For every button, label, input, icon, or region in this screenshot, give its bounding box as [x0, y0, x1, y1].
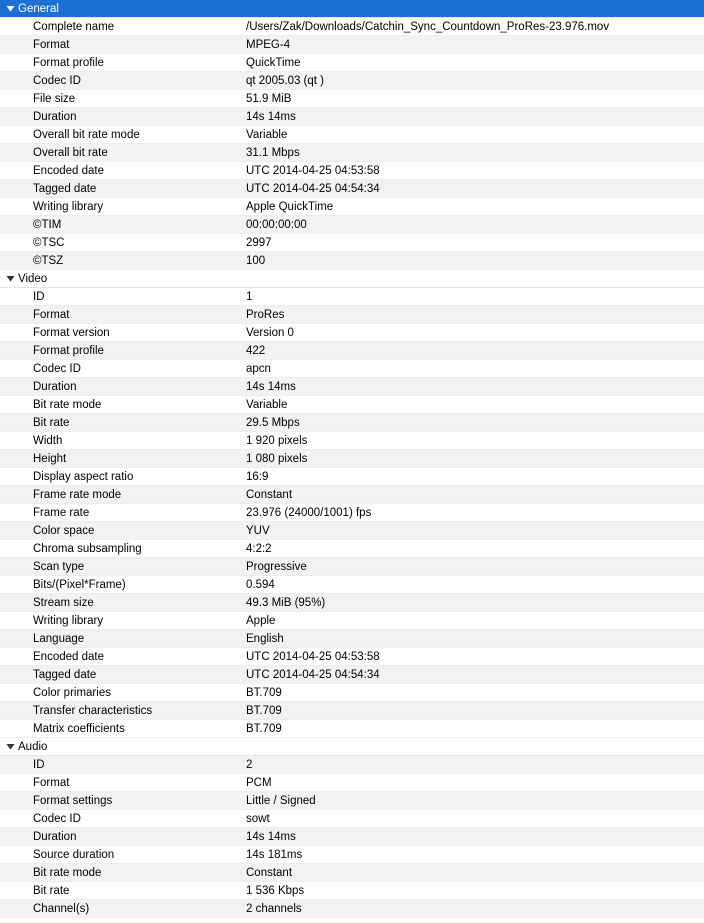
property-value: UTC 2014-04-25 04:53:58 — [246, 164, 380, 177]
property-value: 23.976 (24000/1001) fps — [246, 506, 372, 519]
table-row[interactable] — [0, 126, 704, 144]
property-name: Complete name — [33, 20, 115, 33]
property-name: Channel(s) — [33, 902, 90, 915]
table-row[interactable] — [0, 432, 704, 450]
table-row[interactable] — [0, 216, 704, 234]
property-value: ProRes — [246, 308, 285, 321]
table-row[interactable] — [0, 594, 704, 612]
property-name: ©TSC — [33, 236, 65, 249]
section-header-general[interactable] — [0, 0, 704, 18]
property-value: 4:2:2 — [246, 542, 272, 555]
property-value: BT.709 — [246, 704, 282, 717]
table-row[interactable] — [0, 540, 704, 558]
property-value: 0.594 — [246, 578, 275, 591]
table-row[interactable] — [0, 576, 704, 594]
property-value: QuickTime — [246, 56, 301, 69]
table-row[interactable] — [0, 450, 704, 468]
table-row[interactable] — [0, 630, 704, 648]
table-row[interactable] — [0, 306, 704, 324]
property-value: BT.709 — [246, 686, 282, 699]
property-name: Format profile — [33, 344, 104, 357]
property-name: ©TIM — [33, 218, 62, 231]
property-name: Bit rate mode — [33, 398, 102, 411]
property-value: 422 — [246, 344, 266, 357]
property-value: 1 080 pixels — [246, 452, 308, 465]
property-value: 2 — [246, 758, 253, 771]
property-value: Variable — [246, 128, 288, 141]
table-row[interactable] — [0, 468, 704, 486]
property-name: Frame rate mode — [33, 488, 122, 501]
table-row[interactable] — [0, 360, 704, 378]
property-name: ©TSZ — [33, 254, 64, 267]
property-name: Source duration — [33, 848, 115, 861]
property-name: Format — [33, 776, 70, 789]
property-value: 29.5 Mbps — [246, 416, 300, 429]
property-value: apcn — [246, 362, 271, 375]
triangle-down-icon[interactable] — [4, 741, 16, 753]
table-row[interactable] — [0, 702, 704, 720]
property-name: Writing library — [33, 614, 104, 627]
table-row[interactable] — [0, 108, 704, 126]
property-value: Constant — [246, 866, 293, 879]
section-header-audio[interactable] — [0, 738, 704, 756]
property-name: Transfer characteristics — [33, 704, 153, 717]
property-name: ID — [33, 758, 45, 771]
property-name: Stream size — [33, 596, 94, 609]
property-name: Codec ID — [33, 74, 81, 87]
property-value: Version 0 — [246, 326, 294, 339]
table-row[interactable] — [0, 36, 704, 54]
property-name: Format settings — [33, 794, 113, 807]
property-name: Height — [33, 452, 67, 465]
table-row[interactable] — [0, 774, 704, 792]
property-name: Color primaries — [33, 686, 111, 699]
property-name: Display aspect ratio — [33, 470, 134, 483]
property-name: Chroma subsampling — [33, 542, 142, 555]
property-name: Tagged date — [33, 668, 97, 681]
property-value: 31.1 Mbps — [246, 146, 300, 159]
table-row[interactable] — [0, 396, 704, 414]
property-name: Duration — [33, 830, 77, 843]
table-row[interactable] — [0, 288, 704, 306]
property-name: Scan type — [33, 560, 85, 573]
table-row[interactable] — [0, 882, 704, 900]
table-row[interactable] — [0, 810, 704, 828]
table-row[interactable] — [0, 756, 704, 774]
section-label: Video — [18, 272, 48, 285]
property-name: Format — [33, 308, 70, 321]
property-name: Bit rate — [33, 416, 70, 429]
property-name: Color space — [33, 524, 95, 537]
table-row[interactable] — [0, 648, 704, 666]
property-name: Bit rate — [33, 884, 70, 897]
property-name: Overall bit rate mode — [33, 128, 140, 141]
property-value: /Users/Zak/Downloads/Catchin_Sync_Countdown_ProRes-23.976.mov — [246, 20, 610, 33]
property-name: ID — [33, 290, 45, 303]
table-row[interactable] — [0, 342, 704, 360]
property-value: Apple — [246, 614, 276, 627]
table-row[interactable] — [0, 162, 704, 180]
section-label: Audio — [18, 740, 48, 753]
property-value: UTC 2014-04-25 04:54:34 — [246, 668, 380, 681]
property-name: Language — [33, 632, 85, 645]
section-header-video[interactable] — [0, 270, 704, 288]
property-value: 16:9 — [246, 470, 269, 483]
table-row[interactable] — [0, 864, 704, 882]
property-value: YUV — [246, 524, 270, 537]
property-name: Frame rate — [33, 506, 90, 519]
property-value: UTC 2014-04-25 04:54:34 — [246, 182, 380, 195]
property-value: Constant — [246, 488, 293, 501]
table-row[interactable] — [0, 846, 704, 864]
property-name: Duration — [33, 380, 77, 393]
table-row[interactable] — [0, 414, 704, 432]
property-value: qt 2005.03 (qt ) — [246, 74, 324, 87]
property-name: Matrix coefficients — [33, 722, 125, 735]
table-row[interactable] — [0, 900, 704, 918]
property-value: 2997 — [246, 236, 272, 249]
table-row[interactable] — [0, 792, 704, 810]
property-value: 14s 14ms — [246, 110, 296, 123]
table-row[interactable] — [0, 324, 704, 342]
table-row[interactable] — [0, 612, 704, 630]
property-name: Encoded date — [33, 650, 104, 663]
property-value: 1 920 pixels — [246, 434, 308, 447]
property-value: PCM — [246, 776, 272, 789]
property-value: 14s 14ms — [246, 380, 296, 393]
property-value: 100 — [246, 254, 266, 267]
property-value: 14s 181ms — [246, 848, 303, 861]
property-value: 00:00:00:00 — [246, 218, 307, 231]
property-value: sowt — [246, 812, 270, 825]
property-name: Format — [33, 38, 70, 51]
table-row[interactable] — [0, 828, 704, 846]
table-row[interactable] — [0, 666, 704, 684]
table-row[interactable] — [0, 198, 704, 216]
property-name: Format version — [33, 326, 110, 339]
property-value: BT.709 — [246, 722, 282, 735]
table-row[interactable] — [0, 234, 704, 252]
property-value: Little / Signed — [246, 794, 316, 807]
property-name: Duration — [33, 110, 77, 123]
property-value: MPEG-4 — [246, 38, 291, 51]
table-row[interactable] — [0, 684, 704, 702]
property-name: Encoded date — [33, 164, 104, 177]
property-value: UTC 2014-04-25 04:53:58 — [246, 650, 380, 663]
table-row[interactable] — [0, 252, 704, 270]
property-name: Bit rate mode — [33, 866, 102, 879]
property-value: 14s 14ms — [246, 830, 296, 843]
property-name: File size — [33, 92, 76, 105]
triangle-down-icon[interactable] — [4, 273, 16, 285]
property-name: Width — [33, 434, 63, 447]
property-value: 2 channels — [246, 902, 302, 915]
property-value: Progressive — [246, 560, 307, 573]
property-value: 1 536 Kbps — [246, 884, 305, 897]
triangle-down-icon[interactable] — [4, 3, 16, 15]
property-value: Apple QuickTime — [246, 200, 334, 213]
property-name: Codec ID — [33, 362, 81, 375]
table-row[interactable] — [0, 558, 704, 576]
table-row[interactable] — [0, 18, 704, 36]
property-name: Bits/(Pixel*Frame) — [33, 578, 126, 591]
table-row[interactable] — [0, 144, 704, 162]
table-row[interactable] — [0, 486, 704, 504]
table-row[interactable] — [0, 54, 704, 72]
property-value: 49.3 MiB (95%) — [246, 596, 326, 609]
table-row[interactable] — [0, 378, 704, 396]
property-name: Format profile — [33, 56, 104, 69]
property-name: Tagged date — [33, 182, 97, 195]
property-name: Writing library — [33, 200, 104, 213]
section-label: General — [18, 2, 59, 15]
property-value: English — [246, 632, 284, 645]
property-name: Codec ID — [33, 812, 81, 825]
property-value: Variable — [246, 398, 288, 411]
table-row[interactable] — [0, 90, 704, 108]
table-row[interactable] — [0, 180, 704, 198]
property-value: 51.9 MiB — [246, 92, 292, 105]
table-row[interactable] — [0, 720, 704, 738]
property-name: Overall bit rate — [33, 146, 108, 159]
table-row[interactable] — [0, 504, 704, 522]
table-row[interactable] — [0, 72, 704, 90]
table-row[interactable] — [0, 522, 704, 540]
property-value: 1 — [246, 290, 253, 303]
